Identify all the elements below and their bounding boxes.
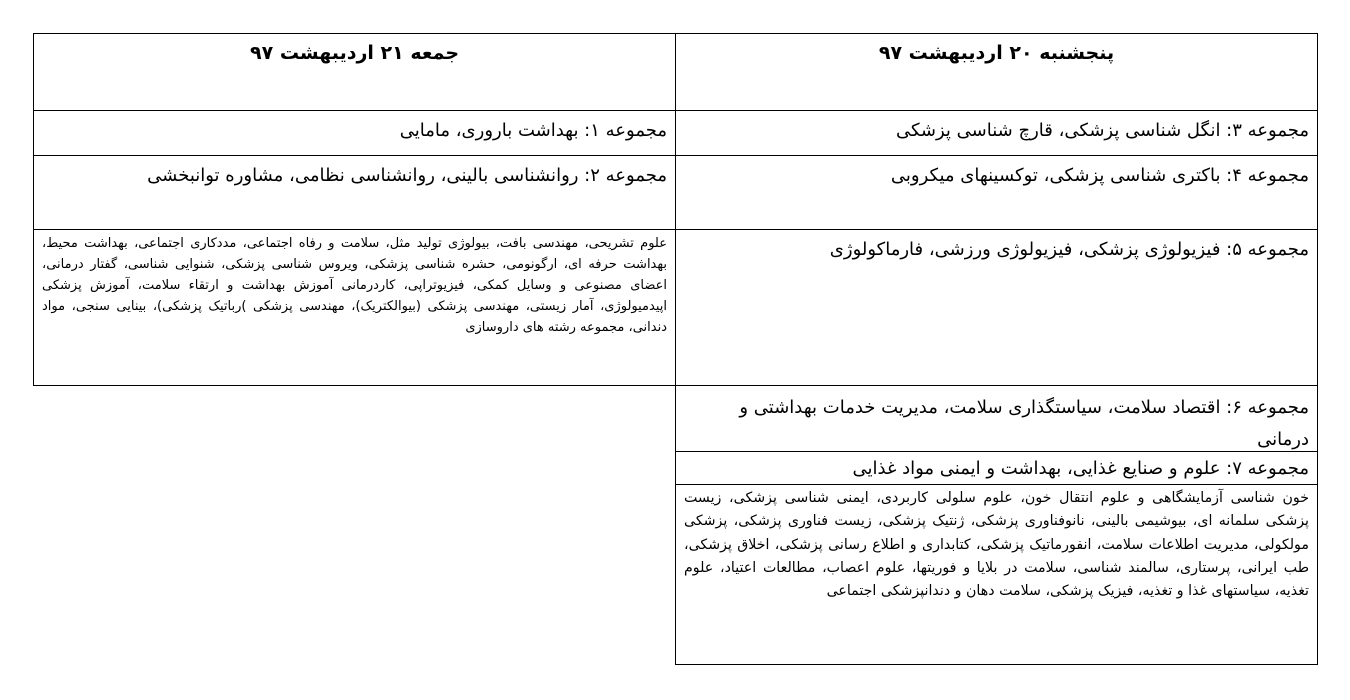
friday-header-text: جمعه ۲۱ اردیبهشت ۹۷ xyxy=(250,42,460,64)
group-1-text: مجموعه ۱: بهداشت باروری، مامایی xyxy=(399,120,667,141)
group-4-text: مجموعه ۴: باکتری شناسی پزشکی، توکسینهای میکروبی xyxy=(890,165,1309,186)
group-5-cell xyxy=(675,229,1318,386)
friday-header xyxy=(33,33,676,111)
group-3-cell xyxy=(675,110,1318,156)
group-6-text: مجموعه ۶: اقتصاد سلامت، سیاستگذاری سلامت، مدیریت خدمات بهداشتی و درمانی xyxy=(739,397,1309,450)
group-6-cell xyxy=(675,385,1318,452)
thursday-header xyxy=(675,33,1318,111)
group-7-cell xyxy=(675,451,1318,485)
group-2-cell xyxy=(33,155,676,230)
thursday-fields-cell xyxy=(675,484,1318,665)
thursday-fields-text: خون شناسی آزمایشگاهی و علوم انتقال خون، علوم سلولی کاربردی، ایمنی شناسی پزشکی، زیست پزشکی سلمانه ای، بیوشیمی بالینی، نانوفناوری پزشکی، ژنتیک پزشکی، زیست فناوری پزشکی، پزشکی مولکولی، مدیریت اطلاعات سلامت، انفورماتیک پزشکی، کتابداری و اطلاع رسانی پزشکی، اخلاق پزشکی، طب ایرانی، پرستاری، سالمند شناسی، سلامت در بلایا و فوریتها، علوم اعصاب، مطالعات اعتیاد، علوم تغذیه، سیاستهای غذا و تغذیه، فیزیک پزشکی، سلامت دهان و دندانپزشکی اجتماعی xyxy=(684,490,1309,600)
group-4-cell xyxy=(675,155,1318,230)
group-5-text: مجموعه ۵: فیزیولوژی پزشکی، فیزیولوژی ورزشی، فارماکولوژی xyxy=(829,239,1309,260)
group-7-text: مجموعه ۷: علوم و صنایع غذایی، بهداشت و ایمنی مواد غذایی xyxy=(852,458,1309,479)
thursday-header-text: پنجشنبه ۲۰ اردیبهشت ۹۷ xyxy=(878,42,1115,64)
friday-fields-cell xyxy=(33,229,676,386)
group-1-cell xyxy=(33,110,676,156)
group-3-text: مجموعه ۳: انگل شناسی پزشکی، قارچ شناسی پزشکی xyxy=(895,120,1309,141)
friday-fields-text: علوم تشریحی، مهندسی بافت، بیولوژی تولید مثل، سلامت و رفاه اجتماعی، مددکاری اجتماعی، بهداشت محیط، بهداشت حرفه ای، ارگونومی، حشره شناسی پزشکی، ویروس شناسی پزشکی، شنوایی شناسی، گفتار درمانی، اعضای مصنوعی و وسایل کمکی، فیزیوتراپی، کاردرمانی آموزش بهداشت و ارتقاء سلامت، آموزش پزشکی اپیدمیولوژی، آمار زیستی، مهندسی پزشکی (بیوالکتریک)، مهندسی پزشکی )رباتیک پزشکی)، بینایی سنجی، مواد دندانی، مجموعه رشته های داروسازی xyxy=(42,236,667,336)
group-2-text: مجموعه ۲: روانشناسی بالینی، روانشناسی نظامی، مشاوره توانبخشی xyxy=(147,165,667,186)
